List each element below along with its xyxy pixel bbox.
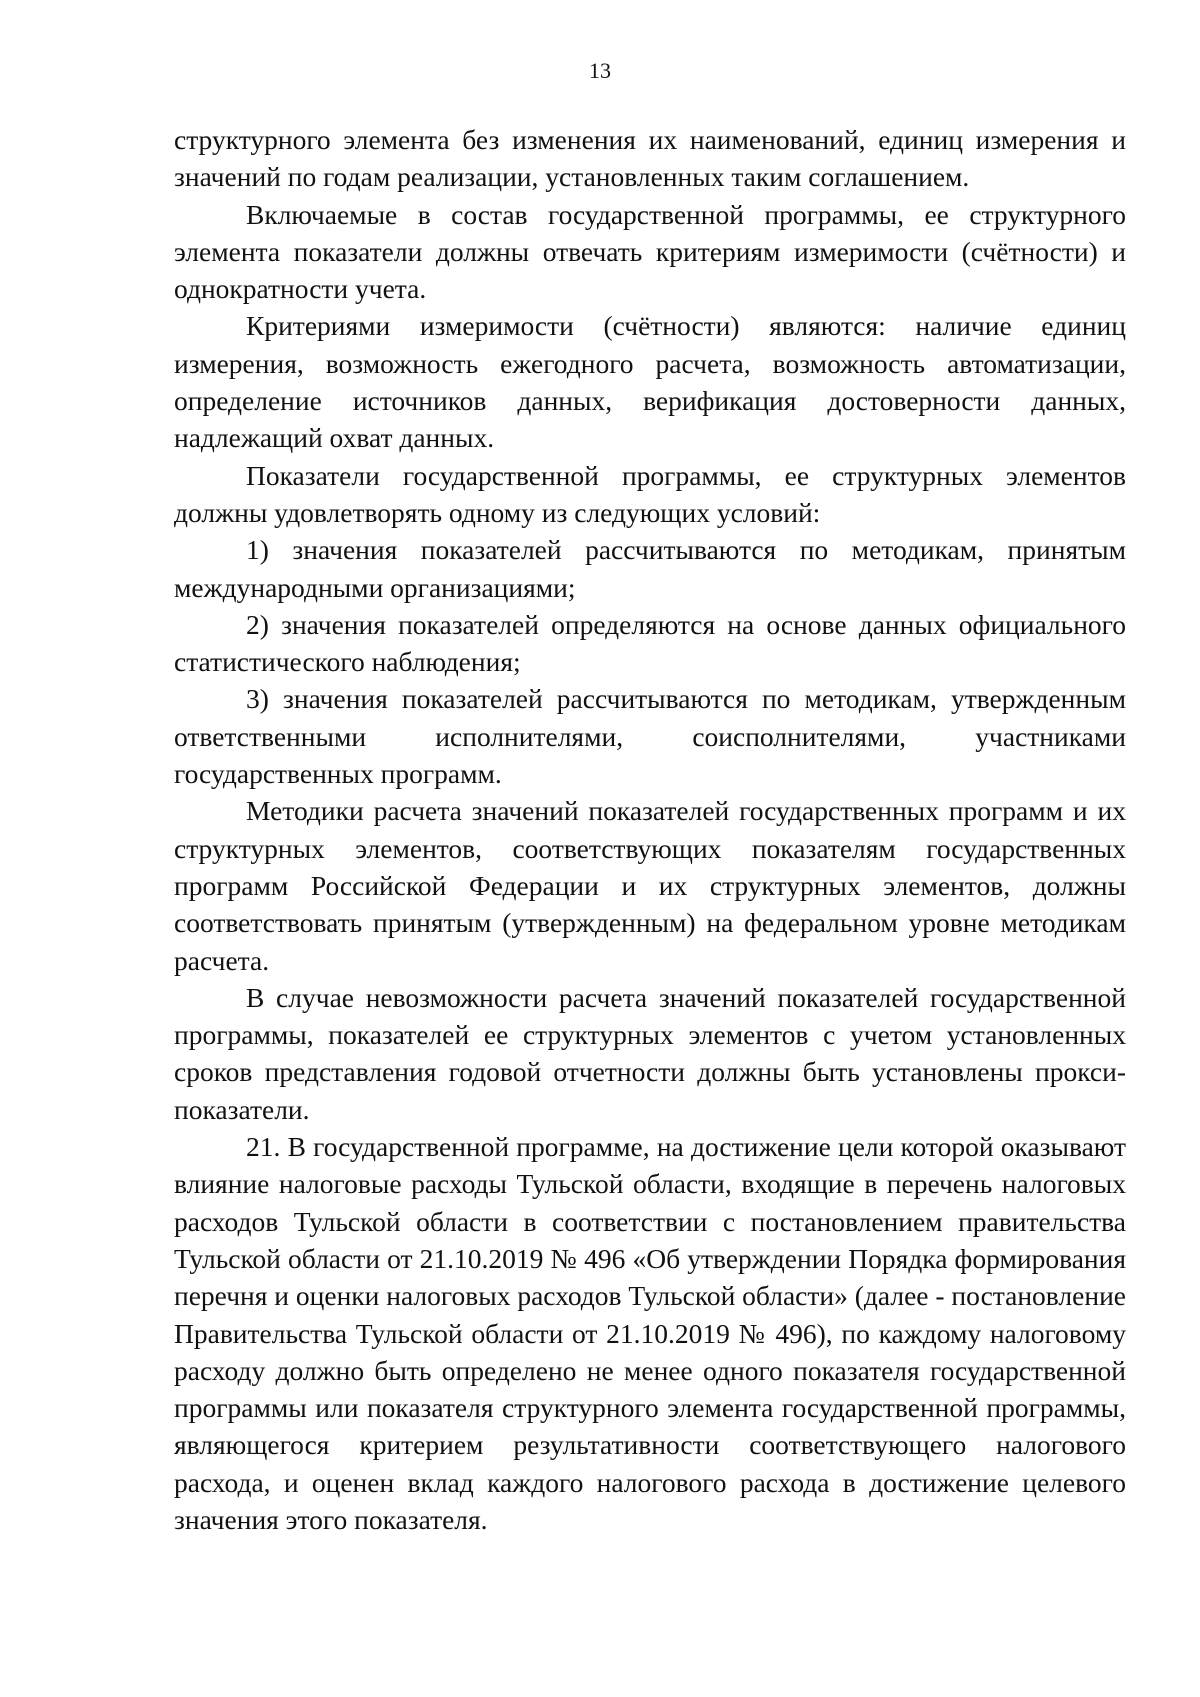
list-item-condition-2: 2) значения показателей определяются на основе данных официального статистического наблюдения; xyxy=(174,608,1126,678)
paragraph-indicators-criteria: Включаемые в состав государственной программы, ее структурного элемента показатели должны отвечать критериям измеримости (счётности) и однократности учета. xyxy=(174,198,1126,305)
list-item-condition-1: 1) значения показателей рассчитываются по методикам, принятым международными организациями; xyxy=(174,534,1126,603)
list-item-condition-3: 3) значения показателей рассчитываются по методикам, утвержденным ответственными исполнителями, соисполнителями, участниками государственных программ. xyxy=(174,683,1126,790)
document-body xyxy=(174,121,1126,1538)
paragraph-methodologies: Методики расчета значений показателей государственных программ и их структурных элементов, соответствующих показателям государственных программ Российской Федерации и их структурных элементов, должны соответствовать принятым (утвержденным) на федеральном уровне методикам расчета. xyxy=(174,795,1126,976)
page-number: 13 xyxy=(589,58,611,83)
paragraph-continuation: структурного элемента без изменения их наименований, единиц измерения и значений по годам реализации, установленных таким соглашением. xyxy=(174,124,1126,193)
paragraph-section-21: 21. В государственной программе, на достижение цели которой оказывают влияние налоговые расходы Тульской области, входящие в перечень налоговых расходов Тульской области в соответствии с постановлением правительства Тульской области от 21.10.2019 № 496 «Об утверждении Порядка формирования перечня и оценки налоговых расходов Тульской области» (далее - постановление Правительства Тульской области от 21.10.2019 № 496), по каждому налоговому расходу должно быть определено не менее одного показателя государственной программы или показателя структурного элемента государственной программы, являющегося критерием результативности соответствующего налогового расхода, и оценен вклад каждого налогового расхода в достижение целевого значения этого показателя. xyxy=(174,1131,1126,1535)
paragraph-conditions-intro: Показатели государственной программы, ее структурных элементов должны удовлетворять одному из следующих условий: xyxy=(174,459,1126,528)
paragraph-measurability-criteria: Критериями измеримости (счётности) являются: наличие единиц измерения, возможность ежегодного расчета, возможность автоматизации, определение источников данных, верификация достоверности данных, надлежащий охват данных. xyxy=(174,310,1126,454)
paragraph-proxy-indicators: В случае невозможности расчета значений показателей государственной программы, показателей ее структурных элементов с учетом установленных сроков представления годовой отчетности должны быть установлены прокси-показатели. xyxy=(174,981,1126,1125)
